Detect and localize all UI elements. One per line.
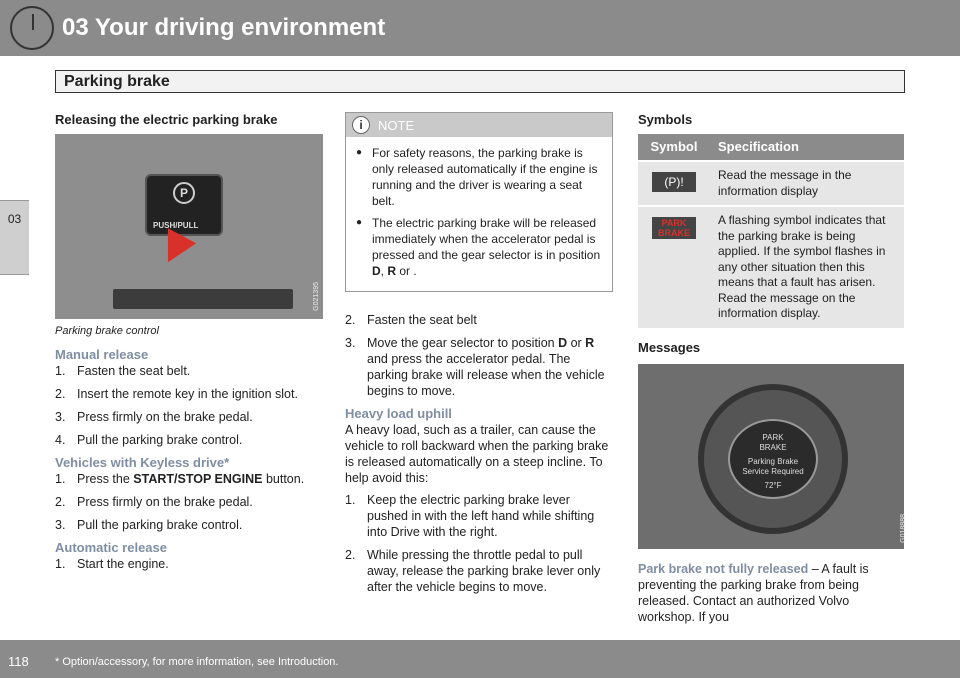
table-header-row: [638, 134, 904, 161]
column-left: [55, 112, 325, 579]
keyless-title: Vehicles with Keyless drive*: [55, 455, 230, 470]
section-title-box: [55, 70, 905, 93]
page-number: 118: [8, 654, 29, 669]
cluster-display: PARK BRAKE Parking Brake Service Required 72°F: [728, 419, 818, 499]
table-row: [638, 206, 904, 328]
table-cell: Read the message in the information display: [710, 161, 904, 206]
photo-caption: Parking brake control: [55, 325, 159, 337]
spec-column-header: Specification: [710, 134, 904, 161]
note-body: [346, 137, 612, 291]
column-middle: [345, 112, 613, 602]
console-slot: [113, 289, 293, 309]
symbols-heading: Symbols: [638, 112, 693, 127]
note-box: [345, 112, 613, 292]
list-item: 1. Start the engine.: [55, 557, 169, 571]
list-item: 3. Move the gear selector to position D or R and press the accelerator pedal. The parking brake will release when the vehicle begins to move.: [345, 336, 605, 398]
list-item: 2. Press firmly on the brake pedal.: [55, 495, 253, 509]
symbol-column-header: Symbol: [638, 134, 710, 161]
manual-release-title: Manual release: [55, 347, 149, 362]
list-item: 2. Insert the remote key in the ignition slot.: [55, 387, 298, 401]
instrument-cluster-photo: [638, 364, 907, 549]
note-title: NOTE: [378, 118, 415, 133]
messages-heading: Messages: [638, 339, 701, 355]
list-item: 3. Press firmly on the brake pedal.: [55, 410, 253, 424]
push-pull-label: PUSH/PULL: [153, 221, 199, 230]
park-brake-red-icon: PARK BRAKE: [652, 217, 696, 239]
chapter-title: 03 Your driving environment: [62, 14, 386, 41]
fault-message-text: Park brake not fully released – A fault is preventing the parking brake from being released. Contact an authorized Volvo workshop. If you: [638, 561, 869, 624]
releasing-heading: Releasing the electric parking brake: [55, 112, 278, 127]
speedometer-icon: [10, 6, 54, 50]
photo-code: G021395: [313, 282, 320, 311]
note-item: ● The electric parking brake will be released immediately when the accelerator pedal is pressed and the gear selector is in position D, R or .: [356, 216, 601, 278]
note-header: [346, 113, 612, 137]
list-item: 1. Keep the electric parking brake lever pushed in with the left hand while shifting into Drive with the right.: [345, 493, 595, 539]
list-item: 3. Pull the parking brake control.: [55, 518, 243, 532]
heavy-load-steps: [345, 492, 613, 595]
heavy-load-title: Heavy load uphill: [345, 406, 452, 421]
parking-brake-control-photo: [55, 134, 323, 319]
list-item: 2. Fasten the seat belt: [345, 313, 477, 327]
chapter-side-tab-label: 03: [7, 212, 22, 226]
heavy-load-text: A heavy load, such as a trailer, can cause the vehicle to roll backward when the parking brake is released automatically on a steep incline. To help avoid this:: [345, 423, 609, 485]
photo-code: G018888: [900, 513, 907, 543]
automatic-release-steps: [55, 556, 325, 572]
table-row: [638, 161, 904, 206]
note-item: ● For safety reasons, the parking brake is only released automatically if the engine is running and the driver is wearing a seat belt.: [356, 146, 598, 208]
footnote: * Option/accessory, for more information, see Introduction.: [55, 656, 339, 668]
keyless-steps: [55, 471, 325, 533]
list-item: 2. While pressing the throttle pedal to pull away, release the parking brake lever only after the vehicle begins to move.: [345, 548, 601, 594]
list-item: 4. Pull the parking brake control.: [55, 433, 243, 447]
manual-release-steps: [55, 363, 325, 448]
release-steps-continued: [345, 312, 613, 399]
symbols-table: [638, 134, 904, 328]
info-icon: i: [352, 116, 370, 134]
list-item: 1. Press the START/STOP ENGINE button.: [55, 472, 305, 486]
table-cell: A flashing symbol indicates that the parking brake is being applied. If the symbol flashes in any other situation then this means that a fault has arisen. Read the message on the information display.: [710, 206, 904, 328]
list-item: 1. Fasten the seat belt.: [55, 364, 191, 378]
parking-brake-warning-icon: (P)!: [652, 172, 696, 192]
parking-brake-symbol-icon: P: [173, 182, 195, 204]
section-title: Parking brake: [64, 73, 170, 90]
column-right: [638, 112, 907, 625]
automatic-release-title: Automatic release: [55, 540, 167, 555]
